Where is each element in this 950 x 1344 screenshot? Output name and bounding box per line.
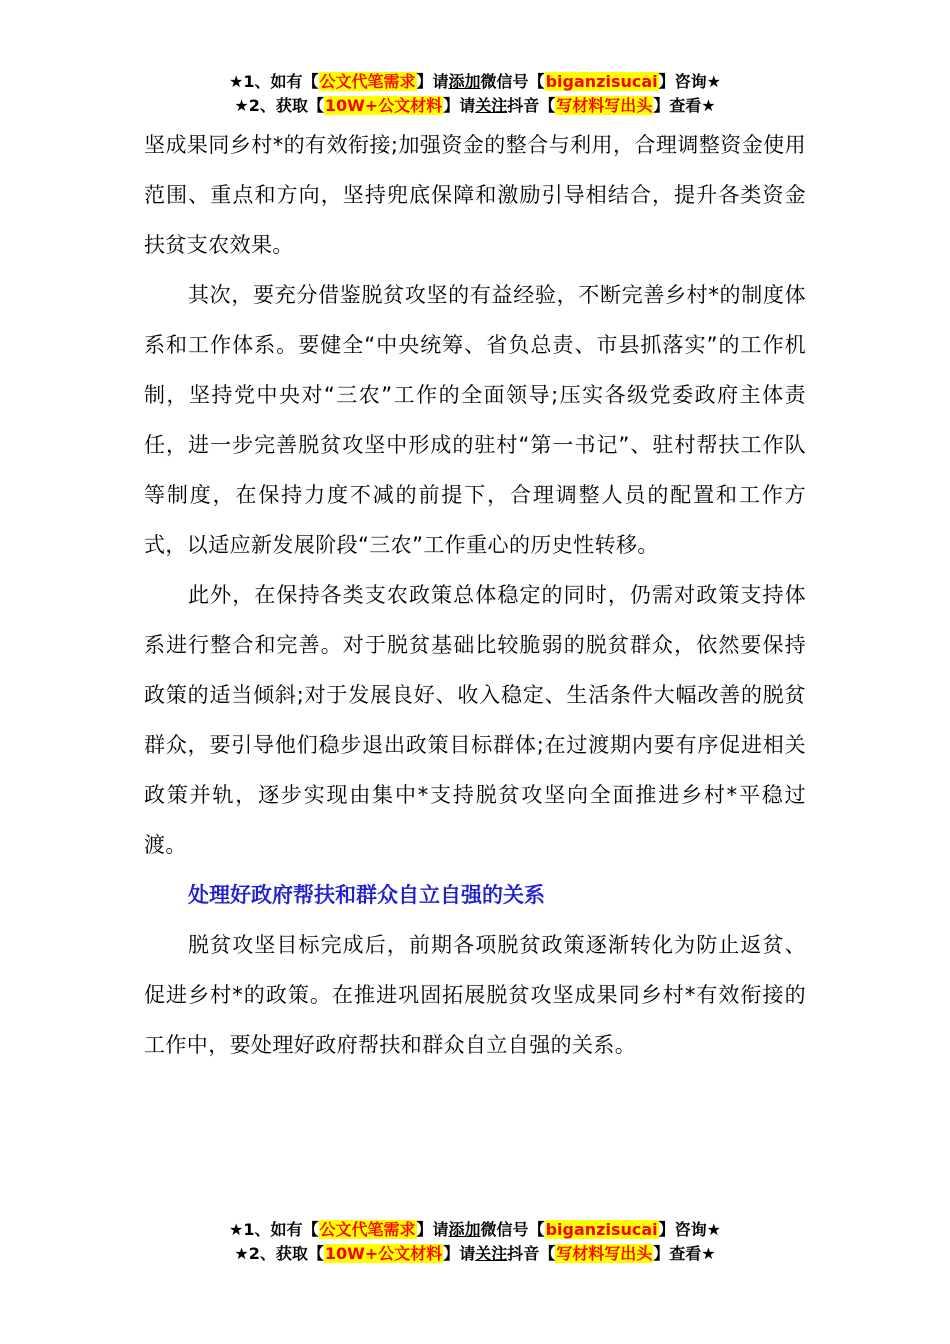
banner-text: 微信号【 bbox=[480, 72, 545, 91]
highlight-text: 公文代笔需求 bbox=[319, 1220, 416, 1239]
highlight-text: 公文代笔需求 bbox=[319, 72, 416, 91]
banner-text: 】咨询★ bbox=[658, 1220, 721, 1239]
paragraph-1: 坚成果同乡村*的有效衔接;加强资金的整合与利用，合理调整资金使用范围、重点和方向，坚持兜底保障和激励引导相结合，提升各类资金扶贫支农效果。 bbox=[144, 133, 806, 257]
paragraph-4: 脱贫攻坚目标完成后，前期各项脱贫政策逐渐转化为防止返贫、促进乡村*的政策。在推进巩固拓展脱贫攻坚成果同乡村*有效衔接的工作中，要处理好政府帮扶和群众自立自强的关系。 bbox=[144, 933, 806, 1057]
banner-line-1 bbox=[0, 1218, 950, 1242]
banner-line-2 bbox=[0, 1242, 950, 1266]
banner-text: 抖音【 bbox=[507, 1244, 556, 1263]
douyin-id-highlight: 写材料写出头 bbox=[556, 96, 653, 115]
section-heading: 处理好政府帮扶和群众自立自强的关系 bbox=[188, 883, 545, 907]
banner-text: 】咨询★ bbox=[658, 72, 721, 91]
banner-line-1 bbox=[0, 70, 950, 94]
banner-text: ★2、获取【 bbox=[234, 1244, 324, 1263]
underlined-text: 添加 bbox=[448, 1220, 481, 1239]
bottom-banner bbox=[0, 1218, 950, 1266]
paragraph-2: 其次，要充分借鉴脱贫攻坚的有益经验，不断完善乡村*的制度体系和工作体系。要健全“中央统筹、省负总责、市县抓落实”的工作机制，坚持党中央对“三农”工作的全面领导;压实各级党委政府主体责任，进一步完善脱贫攻坚中形成的驻村“第一书记”、驻村帮扶工作队等制度，在保持力度不减的前提下，合理调整人员的配置和工作方式，以适应新发展阶段“三农”工作重心的历史性转移。 bbox=[144, 283, 806, 557]
highlight-text: 10W+公文材料 bbox=[324, 96, 443, 115]
banner-text: ★2、获取【 bbox=[234, 96, 324, 115]
highlight-text: 10W+公文材料 bbox=[324, 1244, 443, 1263]
banner-text: 抖音【 bbox=[507, 96, 556, 115]
underlined-text: 关注 bbox=[475, 96, 508, 115]
underlined-text: 关注 bbox=[475, 1244, 508, 1263]
banner-text: 】查看★ bbox=[653, 1244, 716, 1263]
wechat-id-highlight: biganzisucai bbox=[545, 1220, 658, 1239]
banner-text: 】请 bbox=[443, 96, 476, 115]
paragraph-3: 此外，在保持各类支农政策总体稳定的同时，仍需对政策支持体系进行整合和完善。对于脱贫基础比较脆弱的脱贫群众，依然要保持政策的适当倾斜;对于发展良好、收入稳定、生活条件大幅改善的脱贫群众，要引导他们稳步退出政策目标群体;在过渡期内要有序促进相关政策并轨，逐步实现由集中*支持脱贫攻坚向全面推进乡村*平稳过渡。 bbox=[144, 583, 806, 857]
banner-text: 】请 bbox=[416, 72, 449, 91]
banner-line-2 bbox=[0, 94, 950, 118]
document-body bbox=[144, 120, 806, 1070]
top-banner bbox=[0, 70, 950, 118]
banner-text: 】查看★ bbox=[653, 96, 716, 115]
banner-text: 】请 bbox=[416, 1220, 449, 1239]
banner-text: 微信号【 bbox=[480, 1220, 545, 1239]
douyin-id-highlight: 写材料写出头 bbox=[556, 1244, 653, 1263]
banner-text: ★1、如有【 bbox=[229, 72, 319, 91]
wechat-id-highlight: biganzisucai bbox=[545, 72, 658, 91]
banner-text: ★1、如有【 bbox=[229, 1220, 319, 1239]
underlined-text: 添加 bbox=[448, 72, 481, 91]
banner-text: 】请 bbox=[443, 1244, 476, 1263]
